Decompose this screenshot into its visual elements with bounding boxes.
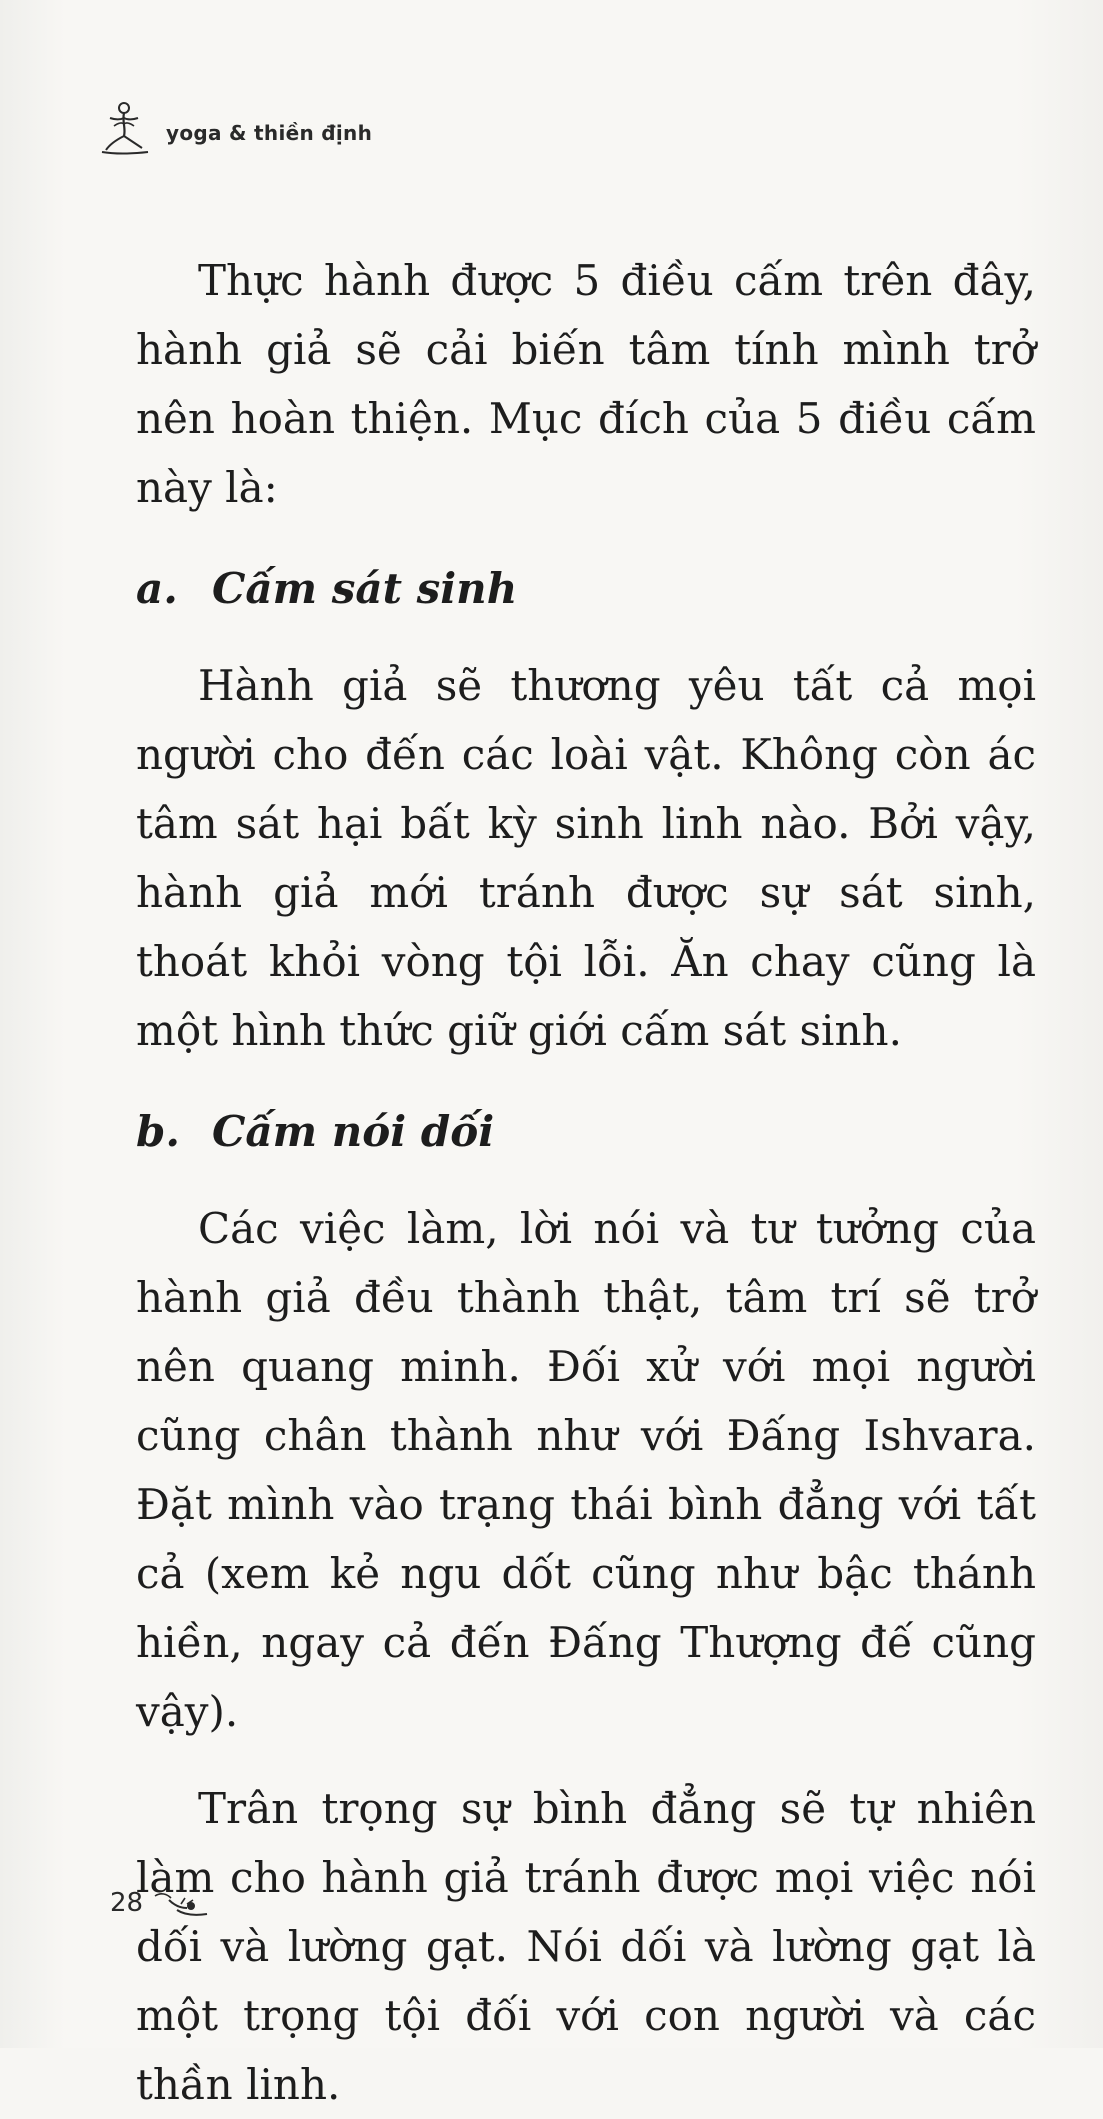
running-header-title: yoga & thiền định: [166, 121, 373, 145]
section-heading-b: [136, 1097, 1036, 1166]
section-letter: b.: [136, 1107, 180, 1156]
section-title: Cấm nói dối: [212, 1107, 495, 1156]
running-header: [100, 98, 372, 158]
reclining-yoga-figure-icon: [151, 1886, 211, 1920]
section-heading-a: [136, 554, 1036, 623]
meditating-figure-icon: [100, 98, 152, 158]
section-letter: a.: [136, 564, 178, 613]
page-number: 28: [110, 1888, 144, 1918]
page-footer: [110, 1886, 211, 1920]
section-b-paragraph-1: Các việc làm, lời nói và tư tưởng của hành giả đều thành thật, tâm trí sẽ trở nên quang minh. Đối xử với mọi người cũng chân thành như với Đấng Ishvara. Đặt mình vào trạng thái bình đẳng với tất cả (xem kẻ ngu dốt cũng như bậc thánh hiền, ngay cả đến Đấng Thượng đế cũng vậy).: [136, 1204, 1036, 1736]
section-a-paragraph: Hành giả sẽ thương yêu tất cả mọi người cho đến các loài vật. Không còn ác tâm sát hại bất kỳ sinh linh nào. Bởi vậy, hành giả mới tránh được sự sát sinh, thoát khỏi vòng tội lỗi. Ăn chay cũng là một hình thức giữ giới cấm sát sinh.: [136, 661, 1036, 1055]
section-b-paragraph-2: Trân trọng sự bình đẳng sẽ tự nhiên làm cho hành giả tránh được mọi việc nói dối và lường gạt. Nói dối và lường gạt là một trọng tội đối với con người và các thần linh.: [136, 1784, 1036, 2109]
section-title: Cấm sát sinh: [212, 564, 518, 613]
page-content: [136, 246, 1036, 2119]
intro-paragraph: Thực hành được 5 điều cấm trên đây, hành giả sẽ cải biến tâm tính mình trở nên hoàn thiện. Mục đích của 5 điều cấm này là:: [136, 256, 1036, 512]
